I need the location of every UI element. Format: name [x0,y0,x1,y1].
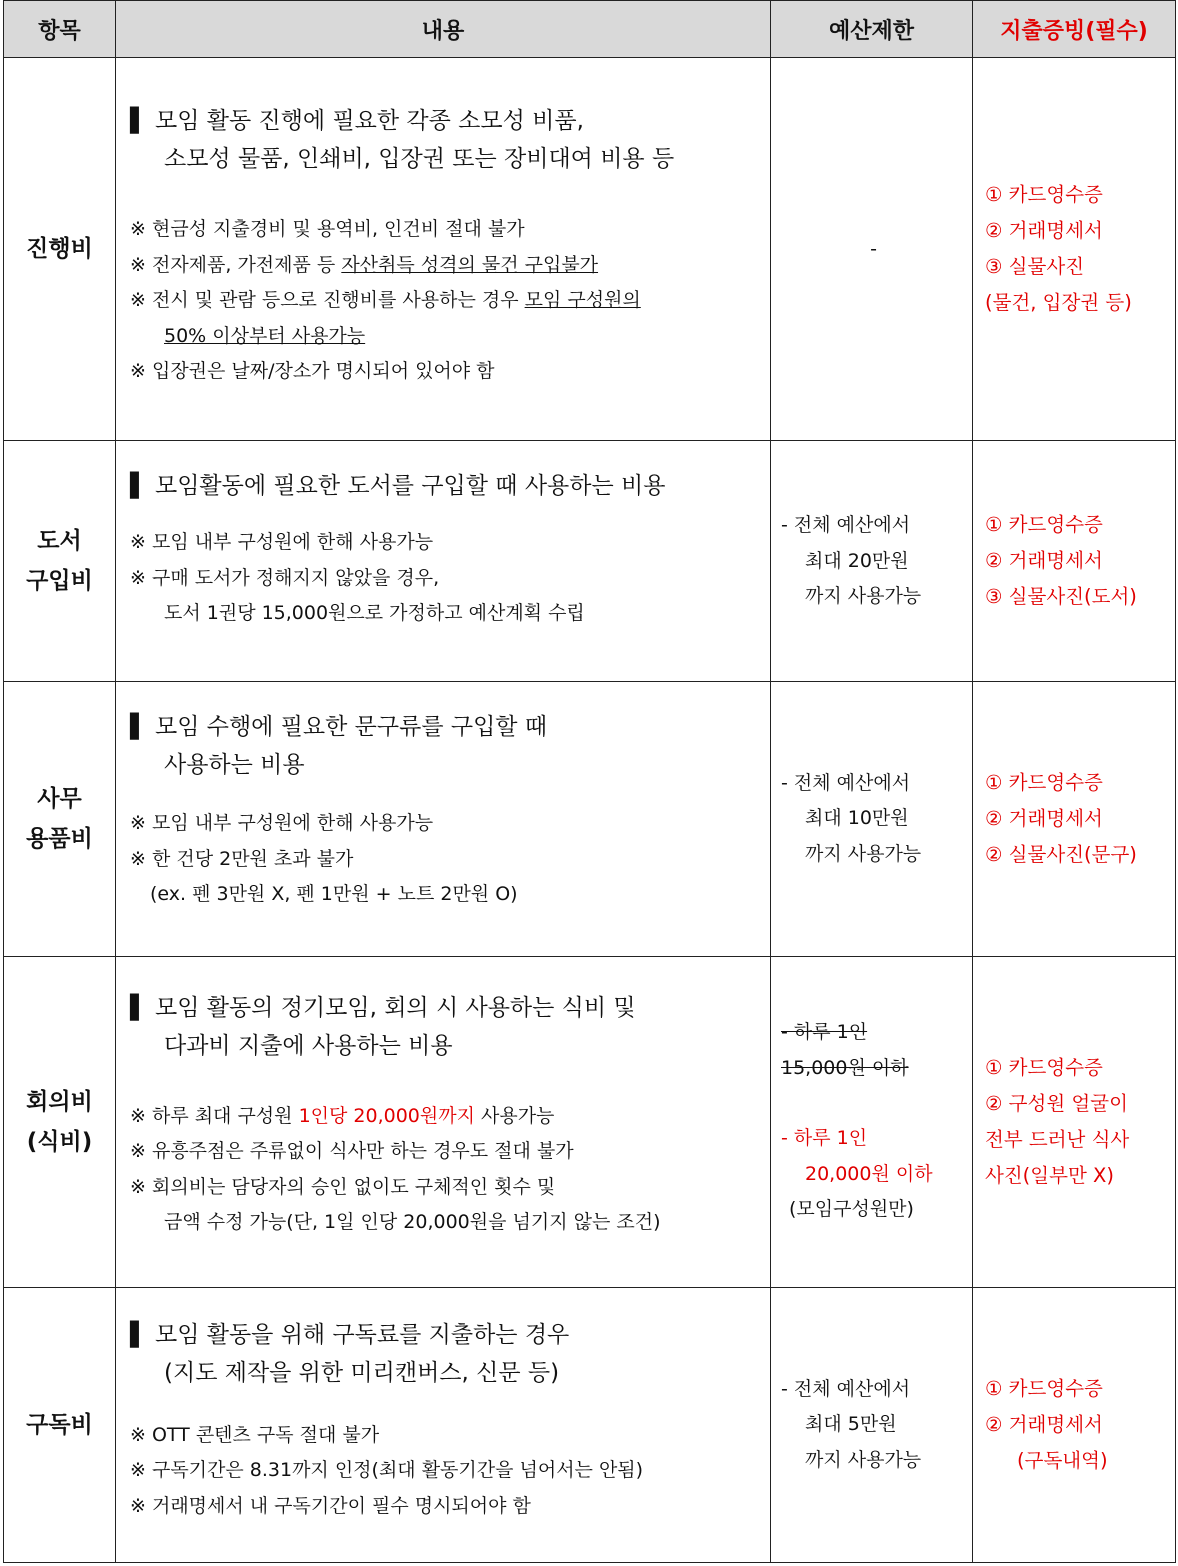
note-line: 도서 1권당 15,000원으로 가정하고 예산계획 수립 [164,602,585,625]
table-row [4,441,1176,682]
evidence-item: ② 거래명세서 [985,549,1103,573]
budget-limit-line: - 전체 예산에서 [781,514,911,537]
evidence-item: ② 거래명세서 [985,1412,1103,1436]
budget-limit-old-line: - 하루 1인 [781,1021,868,1044]
table-row [4,58,1176,441]
budget-limit-line: - 하루 1인 [781,1127,868,1150]
evidence-item: ② 실물사진(문구) [985,842,1137,866]
evidence-item: (물건, 입장권 등) [985,291,1132,315]
note-underlined-text: 50% 이상부터 사용가능 [164,324,366,347]
main-line: ▌ 모임 활동 진행에 필요한 각종 소모성 비품, [130,108,584,134]
note-underlined-text: 자산취득 성격의 물건 구입불가 [341,253,599,276]
note-line: ※ 거래명세서 내 구독기간이 필수 명시되어야 함 [130,1494,531,1517]
main-line: 다과비 지출에 사용하는 비용 [164,1032,453,1059]
note-line [130,248,762,284]
main-line: ▌ 모임 활동의 정기모임, 회의 시 사용하는 식비 및 [130,994,636,1021]
content-cell [116,441,771,682]
note-line: ※ 회의비는 담당자의 승인 없이도 구체적인 횟수 및 [130,1175,556,1198]
note-line: 금액 수정 가능(단, 1일 인당 20,000원을 넘기지 않는 조건) [164,1211,661,1234]
spacer [781,1086,966,1121]
budget-limit-old-line: 15,000원 이하 [781,1056,909,1079]
category-label: 도서 [37,528,82,555]
main-description [130,467,762,505]
table-row [4,682,1176,956]
budget-limit-line: - 전체 예산에서 [781,771,911,794]
note-text: ※ 전자제품, 가전제품 등 [130,253,342,276]
budget-limit-cell [771,58,973,441]
main-description [130,989,762,1065]
content-cell [116,956,771,1287]
evidence-cell [973,1287,1176,1562]
category-cell [4,58,116,441]
budget-limit-line: 20,000원 이하 [805,1162,933,1185]
notes [130,1099,762,1241]
category-label: 사무 [37,785,82,812]
evidence-item: ② 구성원 얼굴이 [985,1091,1128,1115]
note-text: 사용가능 [474,1104,555,1127]
evidence-item: 사진(일부만 X) [985,1163,1114,1187]
budget-limit-line: 까지 사용가능 [805,1448,922,1471]
evidence-item: ① 카드영수증 [985,1055,1103,1079]
header-row [4,1,1176,58]
notes [130,525,762,632]
budget-limit-text: - [870,238,877,261]
evidence-item: ② 거래명세서 [985,219,1103,243]
evidence-cell [973,956,1176,1287]
note-text: ※ 하루 최대 구성원 [130,1104,299,1127]
budget-limit-line: - 전체 예산에서 [781,1377,911,1400]
content-cell [116,58,771,441]
evidence-item: (구독내역) [1017,1448,1108,1472]
note-line: (ex. 펜 3만원 X, 펜 1만원 + 노트 2만원 O) [150,883,518,906]
note-line: ※ 입장권은 날짜/장소가 명시되어 있어야 함 [130,360,495,382]
category-label: 구독비 [26,1411,93,1438]
category-cell [4,441,116,682]
main-description [130,708,762,784]
table-row [4,1287,1176,1562]
category-cell [4,682,116,956]
category-label: 진행비 [26,236,93,263]
content-cell [116,682,771,956]
note-line [130,283,762,319]
budget-limit-line: 까지 사용가능 [805,585,922,608]
budget-limit-line: 최대 20만원 [805,549,909,572]
header-budget-limit: 예산제한 [771,1,973,58]
evidence-cell [973,58,1176,441]
evidence-item: ① 카드영수증 [985,1376,1103,1400]
budget-limit-line: 최대 5만원 [805,1413,897,1436]
notes [130,1418,762,1525]
notes [130,806,762,913]
category-label: (식비) [26,1128,93,1155]
content-cell [116,1287,771,1562]
evidence-item: ① 카드영수증 [985,183,1103,207]
note-text: ※ 전시 및 관람 등으로 진행비를 사용하는 경우 [130,289,525,311]
note-line: ※ 모임 내부 구성원에 한해 사용가능 [130,531,434,554]
note-line [130,1099,762,1135]
notes [130,212,762,390]
budget-limit-line: 까지 사용가능 [805,842,922,865]
category-label: 회의비 [26,1088,93,1115]
evidence-item: ③ 실물사진(도서) [985,585,1137,609]
table-row [4,956,1176,1287]
main-line: 소모성 물품, 인쇄비, 입장권 또는 장비대여 비용 등 [164,146,675,172]
evidence-cell [973,682,1176,956]
evidence-item: 전부 드러난 식사 [985,1127,1130,1151]
budget-limit-line: 최대 10만원 [805,807,909,830]
main-line: ▌ 모임활동에 필요한 도서를 구입할 때 사용하는 비용 [130,473,666,500]
budget-limit-cell [771,441,973,682]
note-underlined-text: 모임 구성원의 [524,289,641,311]
main-description [130,1316,762,1392]
evidence-item: ① 카드영수증 [985,513,1103,537]
category-cell [4,956,116,1287]
budget-limit-cell [771,682,973,956]
note-line: ※ 한 건당 2만원 초과 불가 [130,847,354,870]
category-cell [4,1287,116,1562]
evidence-item: ② 거래명세서 [985,806,1103,830]
note-highlight-text: 1인당 20,000원까지 [298,1104,475,1127]
note-line: ※ 모임 내부 구성원에 한해 사용가능 [130,812,434,835]
main-line: 사용하는 비용 [164,752,305,779]
evidence-item: ③ 실물사진 [985,255,1085,279]
budget-limit-cell [771,1287,973,1562]
header-content: 내용 [116,1,771,58]
note-line: ※ 구매 도서가 정해지지 않았을 경우, [130,566,440,589]
header-item: 항목 [4,1,116,58]
main-line: (지도 제작을 위한 미리캔버스, 신문 등) [164,1359,560,1386]
note-line: ※ 유흥주점은 주류없이 식사만 하는 경우도 절대 불가 [130,1140,574,1163]
budget-rules-table [3,0,1176,1563]
main-line: ▌ 모임 활동을 위해 구독료를 지출하는 경우 [130,1321,570,1348]
note-line [130,319,762,355]
main-line: ▌ 모임 수행에 필요한 문구류를 구입할 때 [130,714,548,741]
budget-limit-line: (모임구성원만) [789,1198,914,1221]
header-evidence-required: 지출증빙(필수) [973,1,1176,58]
evidence-cell [973,441,1176,682]
note-line: ※ 구독기간은 8.31까지 인정(최대 활동기간을 넘어서는 안됨) [130,1459,644,1482]
note-line: ※ 현금성 지출경비 및 용역비, 인건비 절대 불가 [130,218,525,240]
budget-limit-cell [771,956,973,1287]
note-line: ※ OTT 콘텐츠 구독 절대 불가 [130,1423,380,1446]
category-label: 구입비 [26,568,93,595]
category-label: 용품비 [26,825,93,852]
main-description [130,102,762,178]
evidence-item: ① 카드영수증 [985,770,1103,794]
